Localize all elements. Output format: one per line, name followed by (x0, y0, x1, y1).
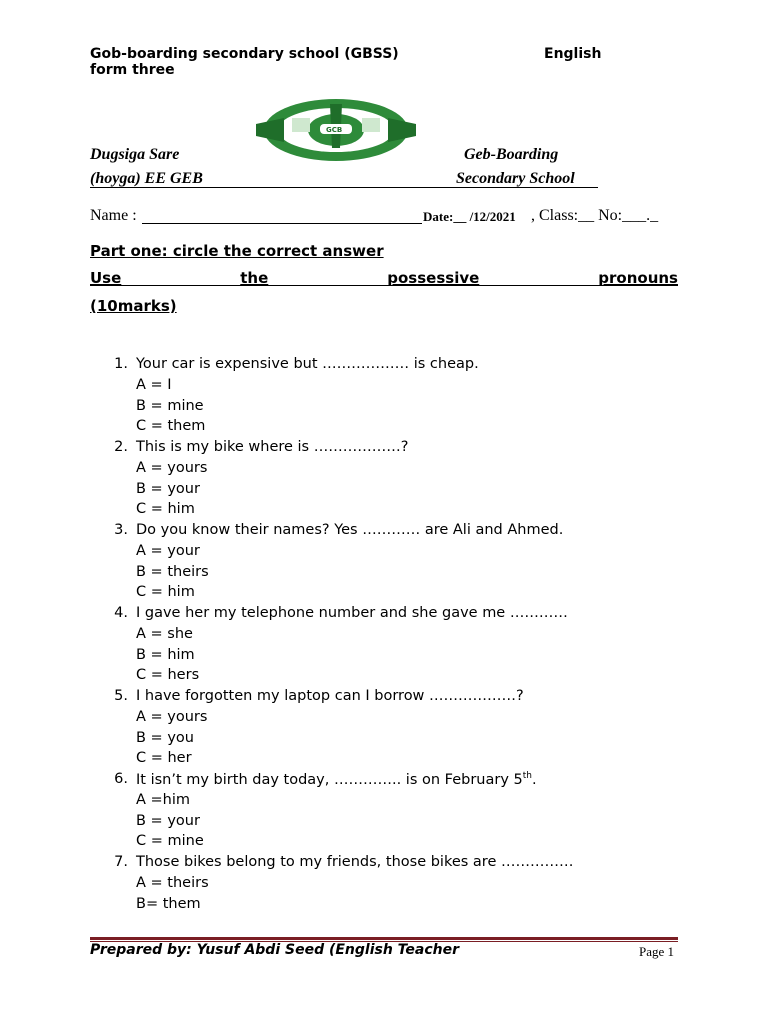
instruction-word: the (240, 269, 269, 287)
list-item (0, 688, 768, 771)
option-b: B = him (136, 647, 195, 663)
instruction-underline (90, 285, 678, 286)
footer-prepared-by: Prepared by: Yusuf Abdi Seed (English Teacher (90, 942, 460, 958)
instruction-word: possessive (387, 269, 480, 287)
question-text: Do you know their names? Yes ………… are Ali and Ahmed. (136, 522, 564, 538)
question-number: 2. (114, 439, 128, 455)
form-label: form three (90, 62, 175, 78)
option-b: B= them (136, 896, 201, 912)
subject-header: English (544, 46, 602, 62)
question-text: I have forgotten my laptop can I borrow ………………? (136, 688, 524, 704)
list-item (0, 771, 768, 854)
question-text: Your car is expensive but ……………… is cheap. (136, 356, 479, 372)
list-item (0, 356, 768, 439)
option-b: B = theirs (136, 564, 209, 580)
option-c: C = him (136, 501, 195, 517)
school-name-underline (90, 187, 598, 188)
question-text-wrapper (136, 771, 537, 788)
question-text: This is my bike where is ………………? (136, 439, 409, 455)
list-item (0, 439, 768, 522)
question-list (0, 356, 768, 917)
list-item (0, 522, 768, 605)
option-b: B = your (136, 481, 200, 497)
option-c: C = mine (136, 833, 204, 849)
list-item (0, 605, 768, 688)
option-a: A =him (136, 792, 191, 808)
option-b: B = mine (136, 398, 204, 414)
section-marks: (10marks) (90, 297, 177, 315)
school-name-somali-line1: Dugsiga Sare (90, 146, 180, 163)
option-a: A = your (136, 543, 200, 559)
class-number-label: , Class:__ No:___._ (531, 207, 659, 224)
name-blank-line (142, 223, 422, 224)
logo-center-text: GCB (326, 126, 343, 134)
date-label: Date:__ /12/2021 (423, 209, 516, 224)
option-c: C = her (136, 750, 192, 766)
option-c: C = him (136, 584, 195, 600)
question-number: 1. (114, 356, 128, 372)
footer-page-number: Page 1 (639, 944, 675, 959)
school-name-english-line1: Geb-Boarding (464, 146, 559, 163)
school-name-somali-line2: (hoyga) EE GEB (90, 170, 203, 187)
question-text-end: . (531, 771, 537, 788)
school-name-header: Gob-boarding secondary school (GBSS) (90, 46, 399, 62)
option-a: A = I (136, 377, 172, 393)
option-c: C = them (136, 418, 206, 434)
question-number: 4. (114, 605, 128, 621)
instruction-word: pronouns (598, 269, 678, 287)
question-text: I gave her my telephone number and she gave me ………… (136, 605, 568, 621)
question-number: 5. (114, 688, 128, 704)
option-b: B = your (136, 813, 200, 829)
question-text: Those bikes belong to my friends, those bikes are …………… (136, 854, 574, 870)
question-text: It isn’t my birth day today, ………….. is on February 5 (136, 771, 523, 788)
question-number: 6. (114, 771, 128, 787)
section-title: Part one: circle the correct answer (90, 242, 384, 260)
question-number: 7. (114, 854, 128, 870)
list-item (0, 854, 768, 917)
option-c: C = hers (136, 667, 200, 683)
ordinal-suffix: th (522, 771, 532, 781)
name-label: Name : (90, 207, 137, 224)
option-a: A = yours (136, 460, 208, 476)
question-number: 3. (114, 522, 128, 538)
option-b: B = you (136, 730, 194, 746)
school-name-english-line2: Secondary School (456, 170, 575, 187)
option-a: A = theirs (136, 875, 209, 891)
instruction-word: Use (90, 269, 122, 287)
option-a: A = yours (136, 709, 208, 725)
option-a: A = she (136, 626, 193, 642)
footer-divider-thick (90, 937, 678, 940)
